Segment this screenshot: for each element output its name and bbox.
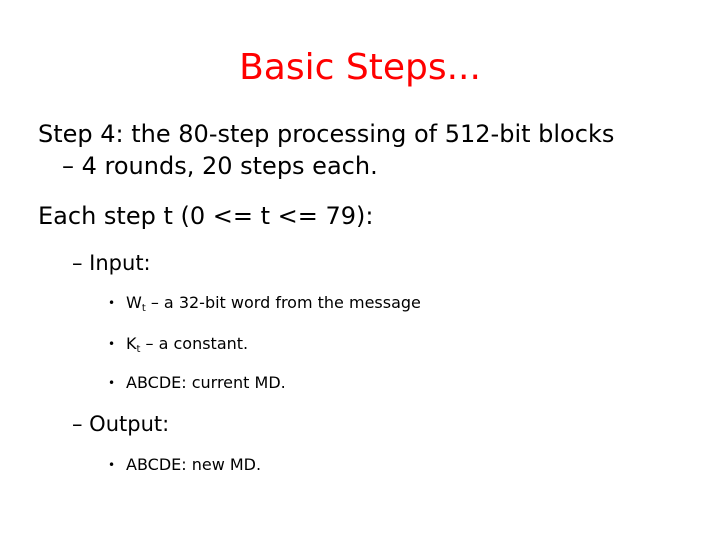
input-item-wt [108, 292, 421, 320]
bullet-dot: • [108, 458, 116, 472]
input-item-symbol: K [126, 334, 137, 353]
each-step-heading: Each step t (0 <= t <= 79): [38, 202, 374, 230]
bullet-dot: • [108, 376, 116, 390]
step4-paragraph [38, 118, 614, 182]
bullet-dot: • [108, 296, 116, 310]
input-item-symbol: W [126, 293, 142, 312]
step4-line1: Step 4: the 80-step processing of 512-bit blocks [38, 120, 615, 148]
input-item-subscript: t [141, 303, 146, 314]
slide-title: Basic Steps... [239, 47, 481, 88]
input-item-text: ABCDE: current MD. [126, 373, 286, 392]
input-item-kt [108, 333, 248, 361]
output-item-text: ABCDE: new MD. [126, 455, 262, 474]
input-item-subscript: t [136, 344, 141, 355]
bullet-dot: • [108, 337, 116, 351]
input-label: – Input: [72, 251, 151, 275]
input-item-text: – a 32-bit word from the message [145, 293, 421, 312]
output-label: – Output: [72, 412, 170, 436]
step4-line2: – 4 rounds, 20 steps each. [62, 152, 378, 180]
input-item-abcde [108, 372, 286, 394]
input-item-text: – a constant. [140, 334, 249, 353]
output-item-abcde [108, 454, 261, 476]
